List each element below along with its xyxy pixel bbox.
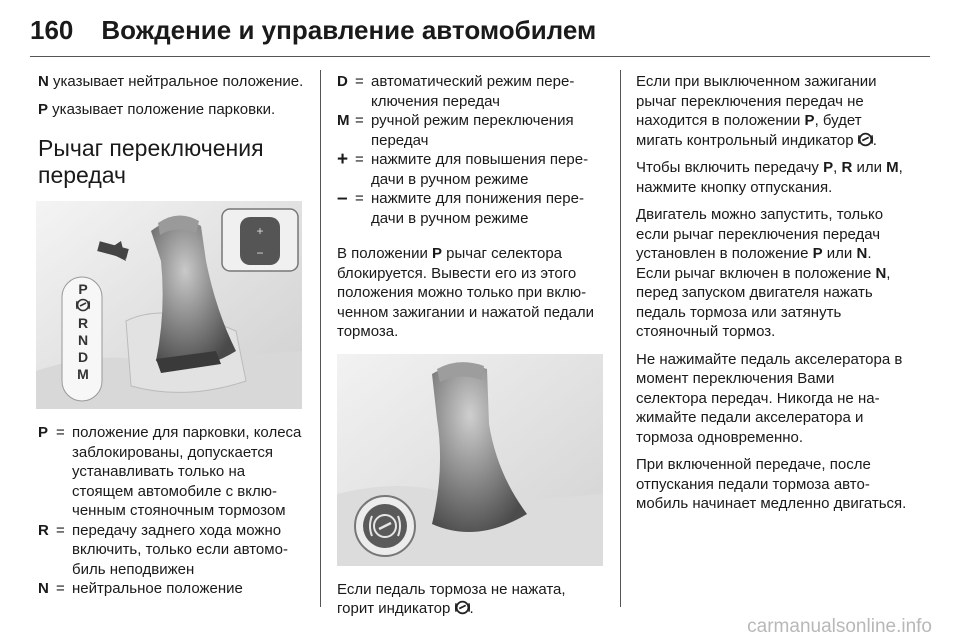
header-rule — [30, 56, 930, 57]
definition-item: – = нажмите для понижения передачи в ручном режиме — [337, 188, 584, 227]
paragraph-brake-indicator: Если педаль тормоза не нажата, горит индикатор . — [337, 580, 566, 617]
watermark: carmanualsonline.info — [747, 616, 932, 637]
figure-gear-labels — [76, 281, 90, 383]
paragraph-accelerator-warning: Не нажимайте педаль акселератора в момент переключения Вами селектора передач. Никогда не нажимайте педали акселератора и тормоза одновременно. — [636, 350, 903, 446]
paragraph-engine-start: Двигатель можно запустить, только если рычаг переключения передач установлен в положение P или N. Если рычаг включен в положение N, перед запуском двигателя нажать педаль тормоза или затянуть стояночный тормоз. — [636, 206, 891, 340]
page-header — [30, 10, 596, 50]
figure-label-p: P — [78, 281, 88, 297]
definition-item: D = автоматический режим переключения передач — [337, 73, 575, 110]
figure-label-m: M — [77, 366, 89, 382]
definition-item: M = ручной режим переключения передач — [337, 112, 574, 149]
definition-list-2 — [337, 72, 605, 228]
figure-label-r: R — [77, 315, 89, 331]
definition-list-1 — [38, 423, 306, 599]
svg-text:−: − — [256, 246, 264, 260]
brake-indicator-icon — [455, 600, 470, 615]
brake-indicator-icon — [858, 132, 873, 147]
paragraph-creep: При включенной передаче, после отпускания педали тормоза автомобиль начинает медленно двигаться. — [636, 456, 907, 512]
column-divider-1 — [320, 70, 321, 607]
paragraph-ignition-off: Если при выключенном зажигании рычаг переключения передач не находится в положении P, будет мигать контрольный индикатор . — [636, 73, 877, 149]
column-2 — [337, 72, 605, 627]
paragraph-selector-lock: В положении P рычаг селектора блокируется. Вывести его из этого положения можно только при включенном зажигании и нажатой педали тормоза. — [337, 245, 595, 340]
definition-item: P = положение для парковки, колеса заблокированы, допускается устанавливать только на стоящем автомобиле с включенным стояночным тормозом — [38, 424, 302, 519]
column-1 — [38, 72, 306, 609]
svg-text:+: + — [256, 224, 264, 238]
definition-item: R = передачу заднего хода можно включить, только если автомобиль неподвижен — [38, 521, 288, 578]
chapter-title: Вождение и управление автомобилем — [101, 14, 597, 45]
definition-item: N = нейтральное положение — [38, 580, 243, 597]
page-number: 160 — [30, 14, 74, 45]
definition-item: + = нажмите для повышения передачи в ручном режиме — [337, 149, 589, 188]
section-heading: Рычаг переключения передач — [38, 135, 264, 188]
figure-label-d: D — [77, 349, 89, 365]
gear-lever-photo — [36, 201, 302, 409]
paragraph-n: N указывает нейтральное положение. — [38, 73, 304, 90]
brake-indicator-icon — [76, 298, 90, 315]
figure-label-n: N — [77, 332, 89, 348]
paragraph-p: P указывает положение парковки. — [38, 100, 276, 118]
column-divider-2 — [620, 70, 621, 607]
selector-lever-photo — [337, 354, 603, 566]
column-3 — [636, 72, 908, 522]
paragraph-release-button: Чтобы включить передачу P, R или M, нажмите кнопку отпускания. — [636, 159, 903, 196]
